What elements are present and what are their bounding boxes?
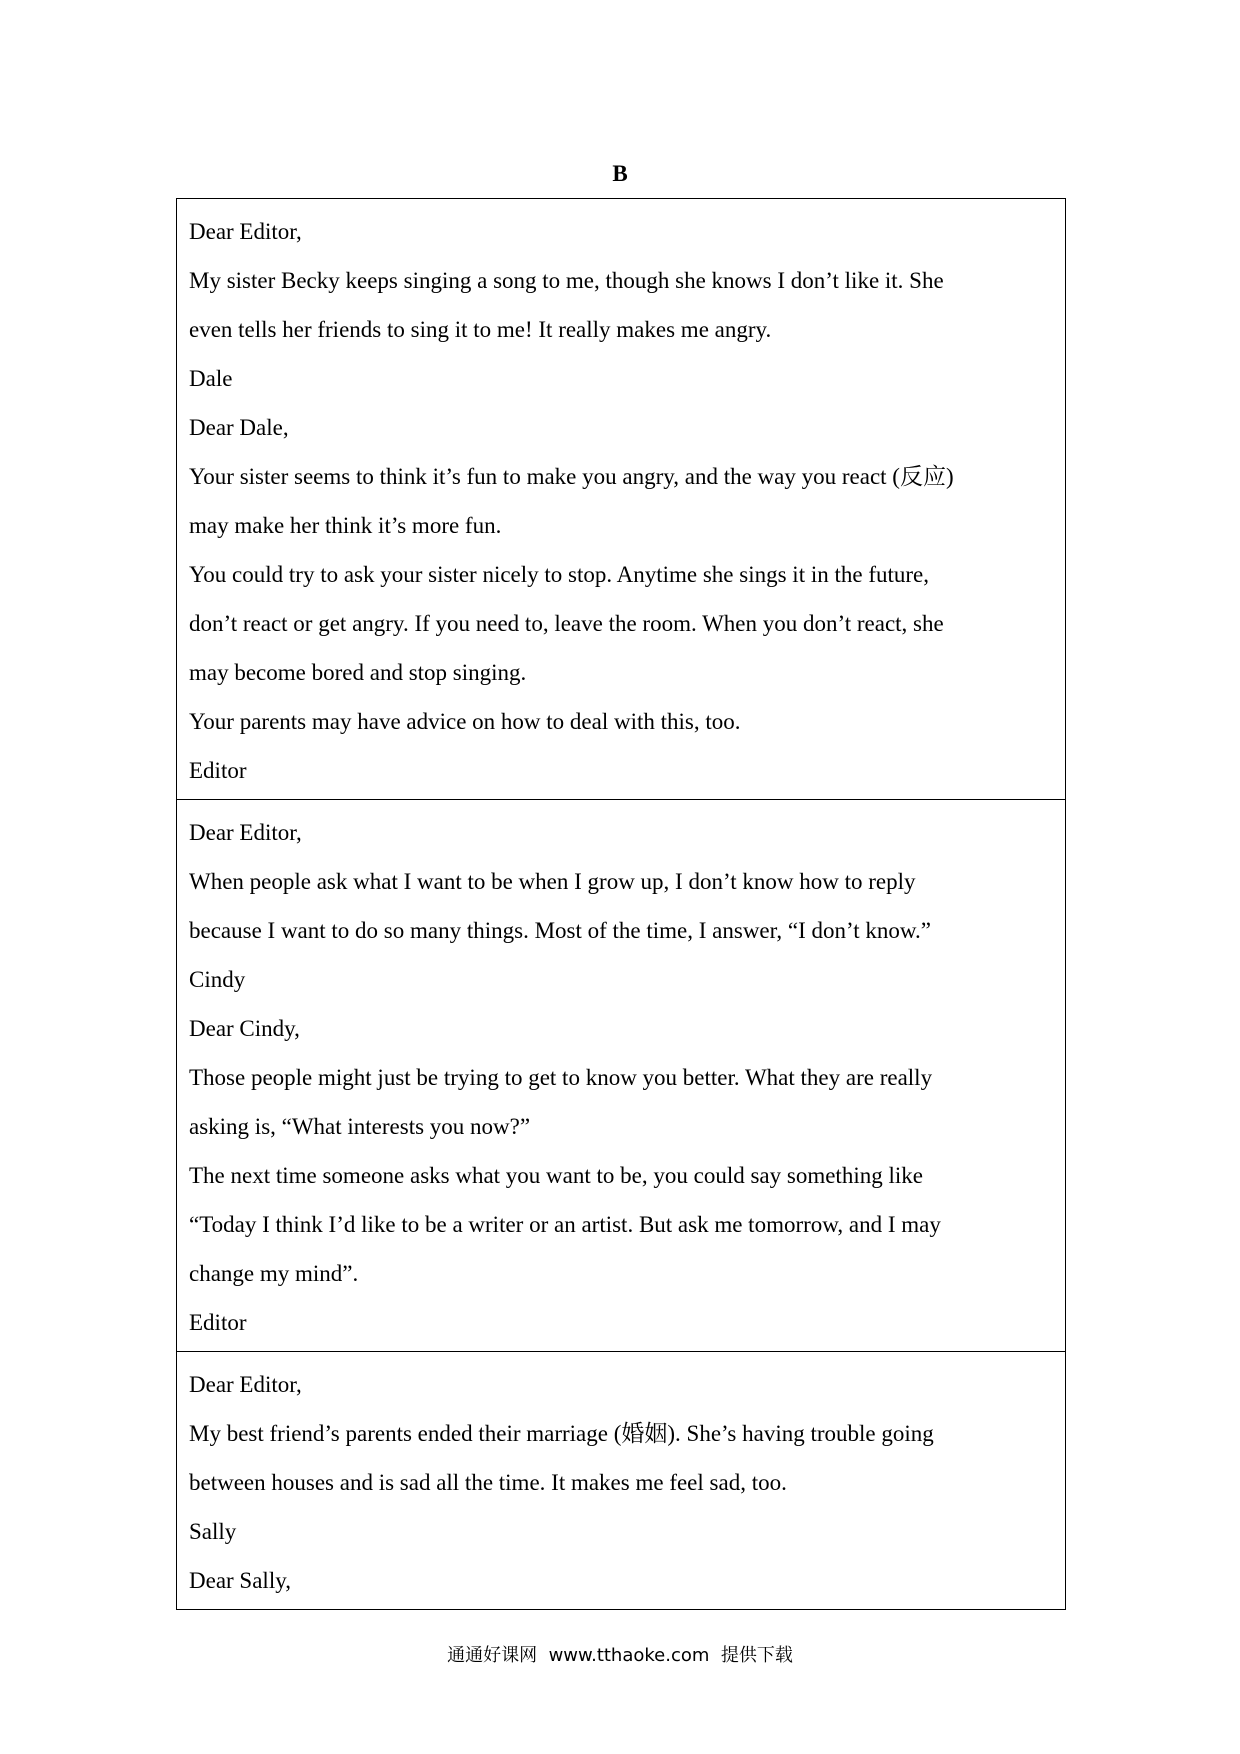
letter-exchange-dale [177, 199, 1066, 800]
reply-line: asking is, “What interests you now?” [189, 1114, 531, 1139]
reply-line: change my mind”. [189, 1261, 359, 1286]
letter-exchange-sally [177, 1352, 1066, 1610]
salutation: Dear Editor, [189, 820, 302, 845]
reply-line: Those people might just be trying to get to know you better. What they are really [189, 1065, 933, 1090]
page-footer: 通通好课网 www.tthaoke.com 提供下载 [447, 1645, 793, 1666]
letter-line: My best friend’s parents ended their marriage (婚姻). She’s having trouble going [189, 1421, 934, 1446]
letter-line: My sister Becky keeps singing a song to me, though she knows I don’t like it. She [189, 268, 944, 293]
reply-line: The next time someone asks what you want to be, you could say something like [189, 1163, 923, 1188]
letters-table [176, 198, 1066, 1610]
signature: Editor [189, 1310, 247, 1335]
salutation: Dear Editor, [189, 219, 302, 244]
letter-cell [177, 199, 1066, 800]
reply-line: Your parents may have advice on how to deal with this, too. [189, 709, 741, 734]
reply-line: may make her think it’s more fun. [189, 513, 502, 538]
signature: Editor [189, 758, 247, 783]
letter-cell [177, 1352, 1066, 1610]
letter-cell [177, 800, 1066, 1352]
salutation: Dear Sally, [189, 1568, 291, 1593]
reply-line: don’t react or get angry. If you need to, leave the room. When you don’t react, she [189, 611, 944, 636]
reply-line: “Today I think I’d like to be a writer or an artist. But ask me tomorrow, and I may [189, 1212, 941, 1237]
reply-line: Your sister seems to think it’s fun to make you angry, and the way you react (反应) [189, 464, 954, 489]
section-heading: B [612, 161, 628, 186]
letter-line: between houses and is sad all the time. It makes me feel sad, too. [189, 1470, 787, 1495]
reply-line: You could try to ask your sister nicely to stop. Anytime she sings it in the future, [189, 562, 929, 587]
salutation: Dear Cindy, [189, 1016, 300, 1041]
letter-exchange-cindy [177, 800, 1066, 1352]
salutation: Dear Dale, [189, 415, 289, 440]
salutation: Dear Editor, [189, 1372, 302, 1397]
letter-line: because I want to do so many things. Most of the time, I answer, “I don’t know.” [189, 918, 931, 943]
letter-line: even tells her friends to sing it to me! It really makes me angry. [189, 317, 772, 342]
signature: Sally [189, 1519, 237, 1544]
signature: Cindy [189, 967, 246, 992]
signature: Dale [189, 366, 233, 391]
reply-line: may become bored and stop singing. [189, 660, 527, 685]
letter-line: When people ask what I want to be when I grow up, I don’t know how to reply [189, 869, 916, 894]
